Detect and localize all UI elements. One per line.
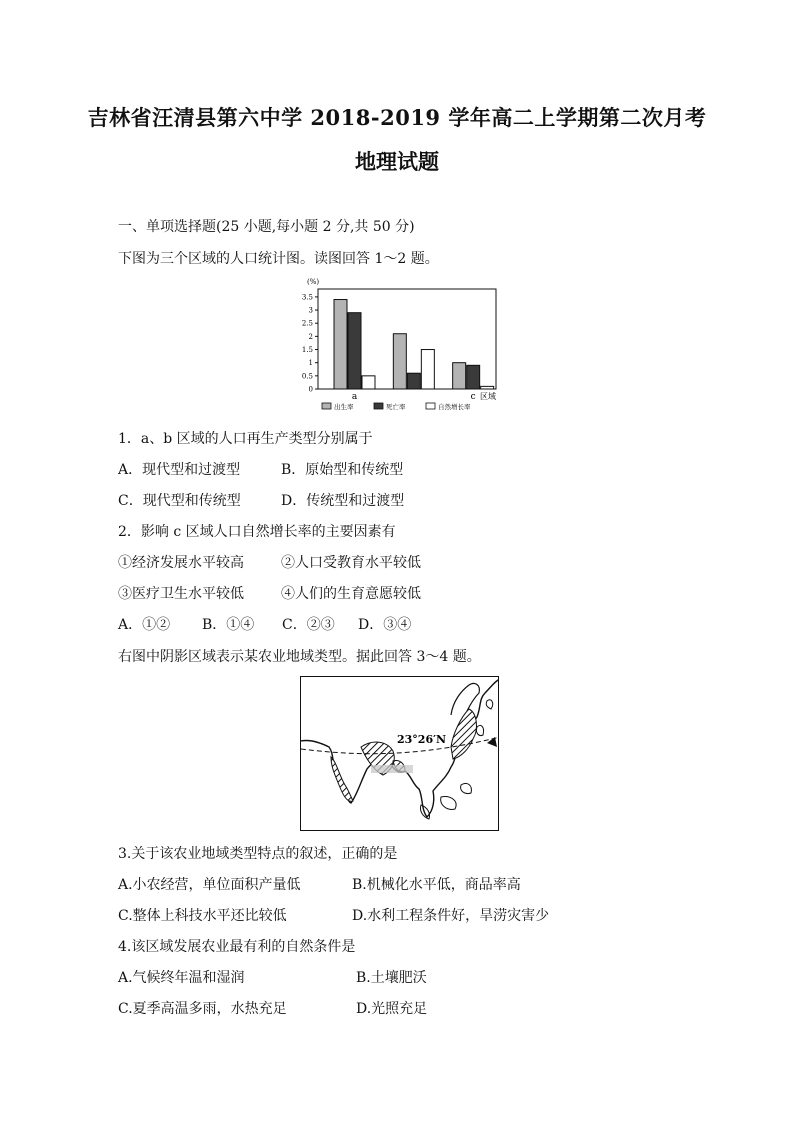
- legend-label: 出生率: [334, 403, 354, 411]
- bar-a-1: [348, 313, 361, 389]
- q1-option-a[interactable]: A．现代型和过渡型: [118, 462, 241, 478]
- india-coast-shaded-region: [331, 757, 353, 801]
- agriculture-map: [300, 676, 499, 831]
- question-1-stem: 1．a、b 区域的人口再生产类型分别属于: [118, 431, 373, 447]
- x-category-label: a: [351, 392, 358, 402]
- q2-factor-3: ③医疗卫生水平较低: [118, 586, 244, 602]
- q3-option-a[interactable]: A.小农经营，单位面积产量低: [118, 877, 301, 893]
- bar-b-0: [393, 334, 406, 389]
- q1-option-b[interactable]: B．原始型和传统型: [281, 462, 404, 478]
- q2-factor-4: ④人们的生育意愿较低: [281, 586, 421, 602]
- coastline-north: [451, 683, 479, 715]
- bar-b-2: [421, 350, 434, 389]
- population-bar-chart: [302, 272, 500, 414]
- legend-label: 自然增长率: [438, 403, 471, 411]
- q1-option-d[interactable]: D．传统型和过渡型: [281, 493, 405, 509]
- coastline: [301, 679, 499, 817]
- population-chart: [302, 272, 500, 414]
- bar-a-0: [334, 300, 347, 389]
- q4-option-a[interactable]: A.气候终年温和湿润: [118, 970, 245, 986]
- question-3-stem: 3.关于该农业地域类型特点的叙述，正确的是: [118, 846, 398, 862]
- x-category-label: c: [470, 392, 476, 402]
- question-2-stem: 2．影响 c 区域人口自然增长率的主要因素有: [118, 524, 396, 540]
- asia-monsoon-map: [301, 677, 499, 831]
- east-asia-shaded-region: [451, 709, 476, 759]
- y-tick-label: 2.5: [302, 319, 313, 328]
- y-tick-label: 0: [308, 385, 313, 394]
- q2-factor-2: ②人口受教育水平较低: [281, 555, 421, 571]
- q4-option-b[interactable]: B.土壤肥沃: [356, 970, 427, 986]
- q2-option-b[interactable]: B．①④: [202, 617, 255, 633]
- question-4-stem: 4.该区域发展农业最有利的自然条件是: [118, 939, 356, 955]
- q3-option-b[interactable]: B.机械化水平低，商品率高: [352, 877, 521, 893]
- bar-a-2: [362, 376, 375, 389]
- legend-swatch: [322, 403, 331, 409]
- legend-swatch: [426, 403, 435, 409]
- q1-option-c[interactable]: C．现代型和传统型: [118, 493, 241, 509]
- q2-option-c[interactable]: C．②③: [282, 617, 335, 633]
- chart-xlabel: 区域: [480, 392, 496, 401]
- y-tick-label: 0.5: [302, 372, 313, 381]
- q2-option-a[interactable]: A．①②: [118, 617, 171, 633]
- section-heading: 一、单项选择题(25 小题,每小题 2 分,共 50 分): [118, 219, 415, 235]
- bar-c-0: [453, 363, 466, 389]
- legend-label: 死亡率: [386, 403, 406, 411]
- q2-option-d[interactable]: D．③④: [358, 617, 412, 633]
- blurred-label: [371, 765, 413, 773]
- y-tick-label: 1.5: [302, 346, 313, 355]
- intro-q3-4: 右图中阴影区域表示某农业地域类型。据此回答 3～4 题。: [118, 649, 481, 665]
- q3-option-c[interactable]: C.整体上科技水平还比较低: [118, 908, 287, 924]
- page-subtitle: 地理试题: [355, 149, 439, 174]
- y-tick-label: 3: [308, 306, 313, 315]
- bar-b-1: [407, 373, 420, 389]
- q4-option-c[interactable]: C.夏季高温多雨，水热充足: [118, 1001, 287, 1017]
- legend-swatch: [374, 403, 383, 409]
- y-tick-label: 1: [308, 359, 313, 368]
- y-tick-label: 3.5: [302, 293, 313, 302]
- q3-option-d[interactable]: D.水利工程条件好，旱涝灾害少: [352, 908, 550, 924]
- chart-ylabel: (%): [307, 278, 320, 286]
- latitude-label: 23°26′N: [397, 733, 447, 746]
- bar-c-1: [467, 365, 480, 389]
- q2-factor-1: ①经济发展水平较高: [118, 555, 244, 571]
- y-tick-label: 2: [308, 332, 313, 341]
- q4-option-d[interactable]: D.光照充足: [356, 1001, 428, 1017]
- page-title: 吉林省汪清县第六中学 2018-2019 学年高二上学期第二次月考: [87, 105, 707, 130]
- bar-c-2: [481, 386, 494, 389]
- intro-q1-2: 下图为三个区域的人口统计图。读图回答 1～2 题。: [118, 251, 439, 267]
